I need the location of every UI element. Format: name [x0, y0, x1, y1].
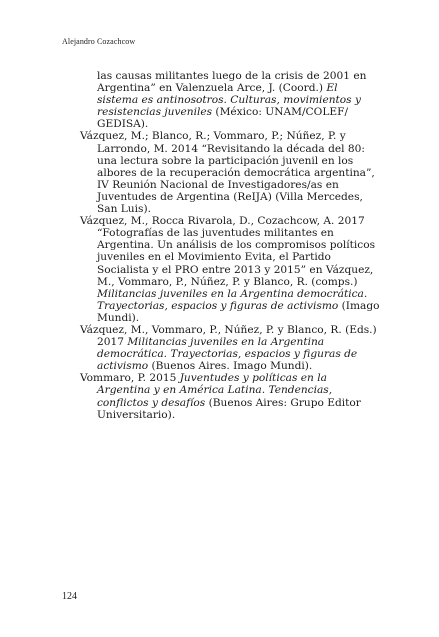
- reference-text: Vázquez, M., Rocca Rivarola, D., Cozachcow, A. 2017 “Fotografías de las juventudes militantes en Argentina. Un análisis de los compromisos políticos juveniles en el Movimiento Evita, el Partido Socialista y el PRO entre 2013 y 2015” en Vázquez, M., Vommaro, P., Núñez, P. y Blanco, R. (comps.): [80, 215, 376, 288]
- reference-entry: [80, 215, 380, 324]
- reference-entry: [80, 70, 380, 130]
- reference-entry: [80, 372, 380, 420]
- reference-title-italic: El sistema es antinosotros. Culturas, movimientos y resistencias juveniles: [97, 82, 361, 119]
- reference-entry: [80, 324, 380, 372]
- page-number: 124: [62, 591, 77, 602]
- reference-text: (Imago Mundi).: [97, 299, 380, 324]
- reference-text: (Buenos Aires: Grupo Editor Universitario).: [97, 396, 361, 421]
- reference-title-italic: Militancias juveniles en la Argentina democrática. Trayectorias, espacios y figuras de activismo: [97, 336, 358, 373]
- reference-text: las causas militantes luego de la crisis de 2001 en Argentina” en Valenzuela Arce, J. (Coord.): [97, 70, 367, 95]
- reference-text: Vommaro, P. 2015: [80, 372, 180, 385]
- reference-text: (México: UNAM/COLEF/ GEDISA).: [97, 106, 349, 131]
- reference-title-italic: Juventudes y políticas en la Argentina y en América Latina. Tendencias, conflictos y desafíos: [97, 372, 333, 409]
- reference-title-italic: Militancias juveniles en la Argentina democrática. Trayectorias, espacios y figuras de activismo: [97, 287, 368, 312]
- reference-list: [80, 70, 380, 421]
- reference-text: Vázquez, M., Vommaro, P., Núñez, P. y Blanco, R. (Eds.) 2017: [80, 323, 377, 349]
- reference-text: (Buenos Aires. Imago Mundi).: [148, 360, 313, 373]
- running-head: Alejandro Cozachcow: [62, 37, 136, 46]
- reference-text: Vázquez, M.; Blanco, R.; Vommaro, P.; Núñez, P. y Larrondo, M. 2014 “Revisitando la década del 80: una lectura sobre la participación juvenil en los albores de la recuperación democrática argentina”, IV Reunión Nacional de Investigadores/as en Juventudes de Argentina (ReIJA) (Villa Mercedes, San Luis).: [80, 130, 375, 216]
- reference-entry: [80, 130, 380, 215]
